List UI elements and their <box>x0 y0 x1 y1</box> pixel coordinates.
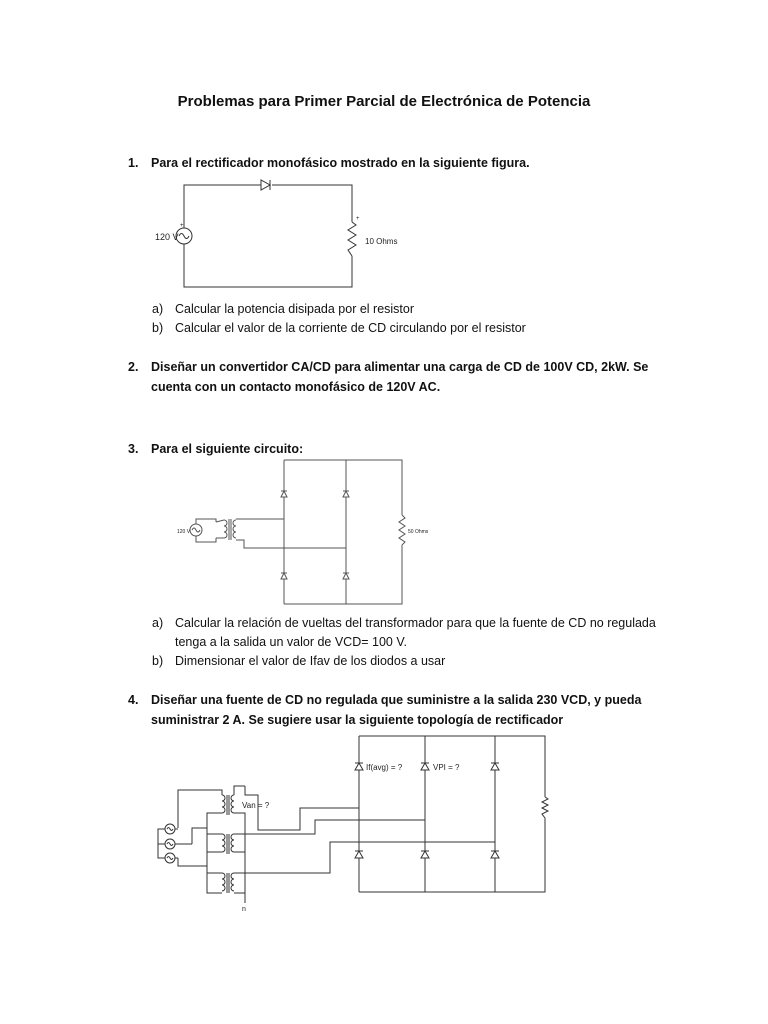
fig1-diode-icon <box>258 180 270 190</box>
problem-4-number: 4. <box>128 693 139 707</box>
fig2-resistor-icon <box>399 515 405 545</box>
fig2-source-label: 120 V <box>177 529 191 535</box>
fig3-if-label: If(avg) = ? <box>366 763 403 772</box>
fig2-wire-src-top <box>196 519 216 524</box>
problem-4-text-line2: suministrar 2 A. Se sugiere usar la siguiente topología de rectificador <box>151 713 564 727</box>
item-letter: b) <box>152 321 164 335</box>
item-text: Dimensionar el valor de Ifav de los diodos a usar <box>175 654 446 668</box>
page-title: Problemas para Primer Parcial de Electrónica de Potencia <box>177 93 591 110</box>
problem-2-text-line1: Diseñar un convertidor CA/CD para alimentar una carga de CD de 100V CD, 2kW. Se <box>151 360 649 374</box>
fig3-wire-prim-1 <box>178 790 222 828</box>
fig2-ac-source-icon <box>190 524 202 536</box>
fig3-wire-prim-3 <box>178 858 222 873</box>
fig3-ac-source-2-icon <box>165 839 175 849</box>
item-text-line1: Calcular la relación de vueltas del transformador para que la fuente de CD no regulada <box>175 616 656 630</box>
fig3-wire-bottom-rail <box>359 818 545 892</box>
problem-3-text: Para el siguiente circuito: <box>151 442 304 456</box>
fig2-wire-top-rail <box>284 460 402 515</box>
item-letter: a) <box>152 616 164 630</box>
fig3-ac-source-3-icon <box>165 853 175 863</box>
problem-3-number: 3. <box>128 442 139 456</box>
fig3-transformer-1-icon <box>222 795 234 815</box>
item-text-line2: tenga a la salida un valor de VCD= 100 V. <box>175 635 407 649</box>
fig2-wire-sec-bottom <box>236 540 346 548</box>
fig2-transformer-icon <box>216 519 236 540</box>
fig2-load-label: 50 Ohms <box>408 529 429 535</box>
fig1-wire-top-left <box>184 185 258 228</box>
item-text: Calcular la potencia disipada por el resistor <box>175 302 415 316</box>
fig1-resistor-icon <box>348 222 356 256</box>
fig2-diode-3-icon <box>281 573 287 579</box>
figure-2-bridge-rectifier <box>177 460 429 604</box>
fig3-ac-source-1-icon <box>165 824 175 834</box>
fig3-diode-bottom-c-icon <box>491 851 499 858</box>
fig3-transformer-3-icon <box>222 873 234 893</box>
fig1-source-label: 120 V <box>155 232 179 242</box>
fig3-resistor-icon <box>542 797 548 818</box>
problem-1-number: 1. <box>128 156 139 170</box>
fig3-diode-bottom-a-icon <box>355 851 363 858</box>
fig1-wire-top-right <box>272 185 352 222</box>
item-letter: b) <box>152 654 164 668</box>
fig2-wire-src-bottom <box>196 536 216 542</box>
fig3-van-label: Van = ? <box>242 801 270 810</box>
fig3-diode-top-b-icon <box>421 763 429 770</box>
fig2-diode-1-icon <box>281 491 287 497</box>
fig3-diode-top-a-icon <box>355 763 363 770</box>
fig3-diode-top-c-icon <box>491 763 499 770</box>
fig3-vpi-label: VPI = ? <box>433 763 460 772</box>
fig2-diode-2-icon <box>343 491 349 497</box>
fig3-wire-sec-1-top <box>234 786 245 795</box>
fig2-diode-4-icon <box>343 573 349 579</box>
item-letter: a) <box>152 302 164 316</box>
fig3-transformer-2-icon <box>222 834 234 854</box>
fig3-wire-phase-c <box>245 842 495 873</box>
problem-1-text: Para el rectificador monofásico mostrado en la siguiente figura. <box>151 156 530 170</box>
fig3-wire-sec-neutral <box>234 813 245 903</box>
fig1-wire-bottom <box>184 244 352 287</box>
fig3-diode-bottom-b-icon <box>421 851 429 858</box>
figure-1-half-wave-rectifier <box>155 180 397 287</box>
figure-3-three-phase-rectifier <box>158 736 548 913</box>
fig1-load-label: 10 Ohms <box>365 237 398 246</box>
fig1-plus-load: + <box>356 216 360 222</box>
problem-4-text-line1: Diseñar una fuente de CD no regulada que suministre a la salida 230 VCD, y pueda <box>151 693 642 707</box>
item-text: Calcular el valor de la corriente de CD circulando por el resistor <box>175 321 526 335</box>
fig2-wire-bottom-rail <box>284 545 402 604</box>
fig1-plus-source: + <box>180 223 184 229</box>
fig3-wire-phase-b <box>245 820 425 834</box>
problem-2-text-line2: cuenta con un contacto monofásico de 120V AC. <box>151 380 441 394</box>
problem-2-number: 2. <box>128 360 139 374</box>
fig3-wire-prim-common <box>207 813 222 893</box>
fig3-neutral-label: n <box>242 906 246 913</box>
